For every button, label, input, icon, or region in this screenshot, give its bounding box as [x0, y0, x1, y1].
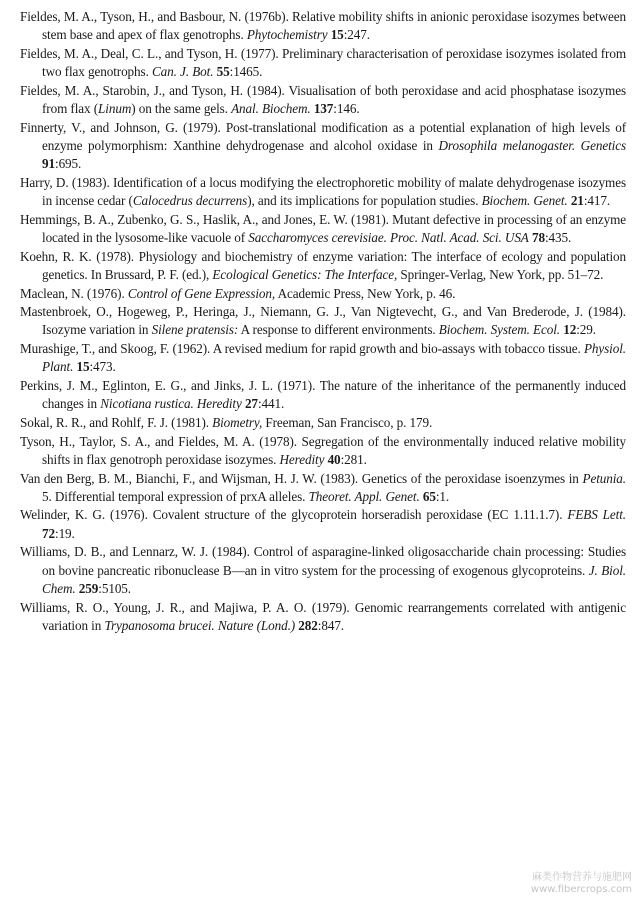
reference-entry: Tyson, H., Taylor, S. A., and Fieldes, M. A. (1978). Segregation of the environmentally induced relative mobility shifts in flax genotroph peroxidase isozymes. Heredity 40:281.	[20, 433, 626, 467]
watermark-url: www.fibercrops.com	[530, 884, 632, 895]
reference-entry: Harry, D. (1983). Identification of a locus modifying the electrophoretic mobility of malate dehydrogenase isozymes in incense cedar (Calocedrus decurrens), and its implications for population studies. Biochem. Genet. 21:417.	[20, 174, 626, 209]
reference-entry: Koehn, R. K. (1978). Physiology and biochemistry of enzyme variation: The interface of ecology and population genetics. In Brussard, P. F. (ed.), Ecological Genetics: The Interface, Springer-Verlag, New York, pp. 51–72.	[20, 248, 626, 282]
reference-entry: Williams, D. B., and Lennarz, W. J. (1984). Control of asparagine-linked oligosaccharide chain processing: Studies on bovine pancreatic ribonuclease B—an in vitro system for the processing of exogenous glycoproteins. J. Biol. Chem. 259:5105.	[20, 544, 626, 596]
watermark-site-name: 麻类作物营养与施肥网	[532, 872, 632, 883]
reference-entry: Mastenbroek, O., Hogeweg, P., Heringa, J., Niemann, G. J., Van Nigtevecht, G., and Van Brederode, J. (1984). Isozyme variation in Silene pratensis: A response to different environments. Biochem. System. Ecol. 12:29.	[20, 304, 626, 338]
reference-entry: Murashige, T., and Skoog, F. (1962). A revised medium for rapid growth and bio-assays with tobacco tissue. Physiol. Plant. 15:473.	[20, 341, 626, 375]
reference-entry: Van den Berg, B. M., Bianchi, F., and Wijsman, H. J. W. (1983). Genetics of the peroxidase isoenzymes in Petunia. 5. Differential temporal expression of prxA alleles. Theoret. Appl. Genet. 65:1.	[20, 470, 626, 504]
reference-entry: Sokal, R. R., and Rohlf, F. J. (1981). Biometry, Freeman, San Francisco, p. 179.	[20, 414, 433, 430]
reference-entry: Maclean, N. (1976). Control of Gene Expression, Academic Press, New York, p. 46.	[20, 285, 456, 301]
reference-entry: Fieldes, M. A., Tyson, H., and Basbour, N. (1976b). Relative mobility shifts in anionic peroxidase isozymes between stem base and apex of flax genotrophs. Phytochemistry 15:247.	[20, 9, 626, 43]
reference-entry: Hemmings, B. A., Zubenko, G. S., Haslik, A., and Jones, E. W. (1981). Mutant defective in processing of an enzyme located in the lysosome-like vacuole of Saccharomyces cerevisiae. Proc. Natl. Acad. Sci. USA 78:435.	[20, 211, 626, 245]
reference-entry: Finnerty, V., and Johnson, G. (1979). Post-translational modification as a potential explanation of high levels of enzyme polymorphism: Xanthine dehydrogenase and alcohol oxidase in Drosophila melanogaster. Genetics 91:695.	[20, 119, 626, 172]
reference-entry: Fieldes, M. A., Deal, C. L., and Tyson, H. (1977). Preliminary characterisation of peroxidase isozymes isolated from two flax genotrophs. Can. J. Bot. 55:1465.	[20, 45, 626, 80]
reference-entry: Williams, R. O., Young, J. R., and Majiwa, P. A. O. (1979). Genomic rearrangements correlated with antigenic variation in Trypanosoma brucei. Nature (Lond.) 282:847.	[20, 599, 626, 633]
reference-entry: Welinder, K. G. (1976). Covalent structure of the glycoprotein horseradish peroxidase (EC 1.11.1.7). FEBS Lett. 72:19.	[20, 507, 626, 541]
reference-list	[20, 8, 626, 635]
reference-entry: Perkins, J. M., Eglinton, E. G., and Jinks, J. L. (1971). The nature of the inheritance of the permanently induced changes in Nicotiana rustica. Heredity 27:441.	[20, 378, 626, 412]
watermark	[531, 872, 632, 896]
reference-entry: Fieldes, M. A., Starobin, J., and Tyson, H. (1984). Visualisation of both peroxidase and acid phosphatase isozymes from flax (Linum) on the same gels. Anal. Biochem. 137:146.	[20, 82, 626, 117]
